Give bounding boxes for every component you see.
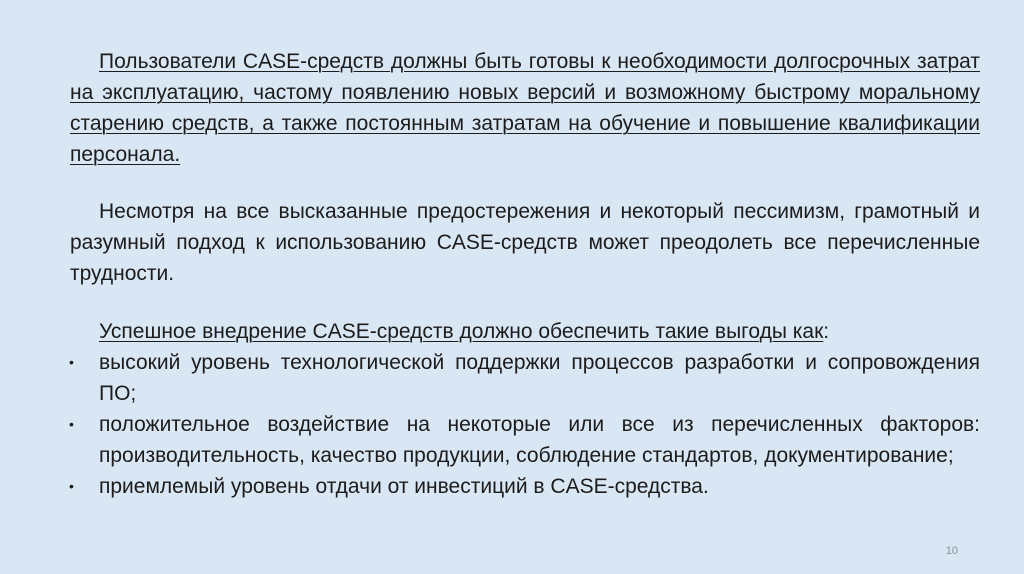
page-number: 10 [945,545,958,557]
benefit-text: приемлемый уровень отдачи от инвестиций в CASE-средства. [99,475,709,498]
benefits-lead-colon: : [823,320,830,343]
paragraph-warning: Пользователи CASE-средств должны быть готовы к необходимости долгосрочных затрат на эксплуатацию, частому появлению новых версий и возможному быстрому моральному старению средств, а также постоянным затратам на обучение и повышение квалификации персонала. [70,50,980,166]
slide-content [70,46,980,502]
spacer [70,289,980,316]
bullet-dot-icon: • [69,416,74,432]
benefits-lead [70,316,980,347]
list-item [70,409,980,471]
benefits-list [70,347,980,502]
list-item [70,347,980,409]
benefit-text: положительное воздействие на некоторые или все из перечисленных факторов: производительность, качество продукции, соблюдение стандартов, документирование; [99,413,980,467]
spacer [70,170,980,196]
bullet-dot-icon: • [69,478,74,494]
benefits-lead-text: Успешное внедрение CASE-средств должно обеспечить такие выгоды как [99,320,824,343]
benefit-text: высокий уровень технологической поддержки процессов разработки и сопровождения ПО; [99,351,980,405]
bullet-dot-icon: • [69,354,74,370]
list-item [70,471,980,502]
paragraph-conclusion: Несмотря на все высказанные предостережения и некоторый пессимизм, грамотный и разумный подход к использованию CASE-средств может преодолеть все перечисленные трудности. [70,200,980,285]
